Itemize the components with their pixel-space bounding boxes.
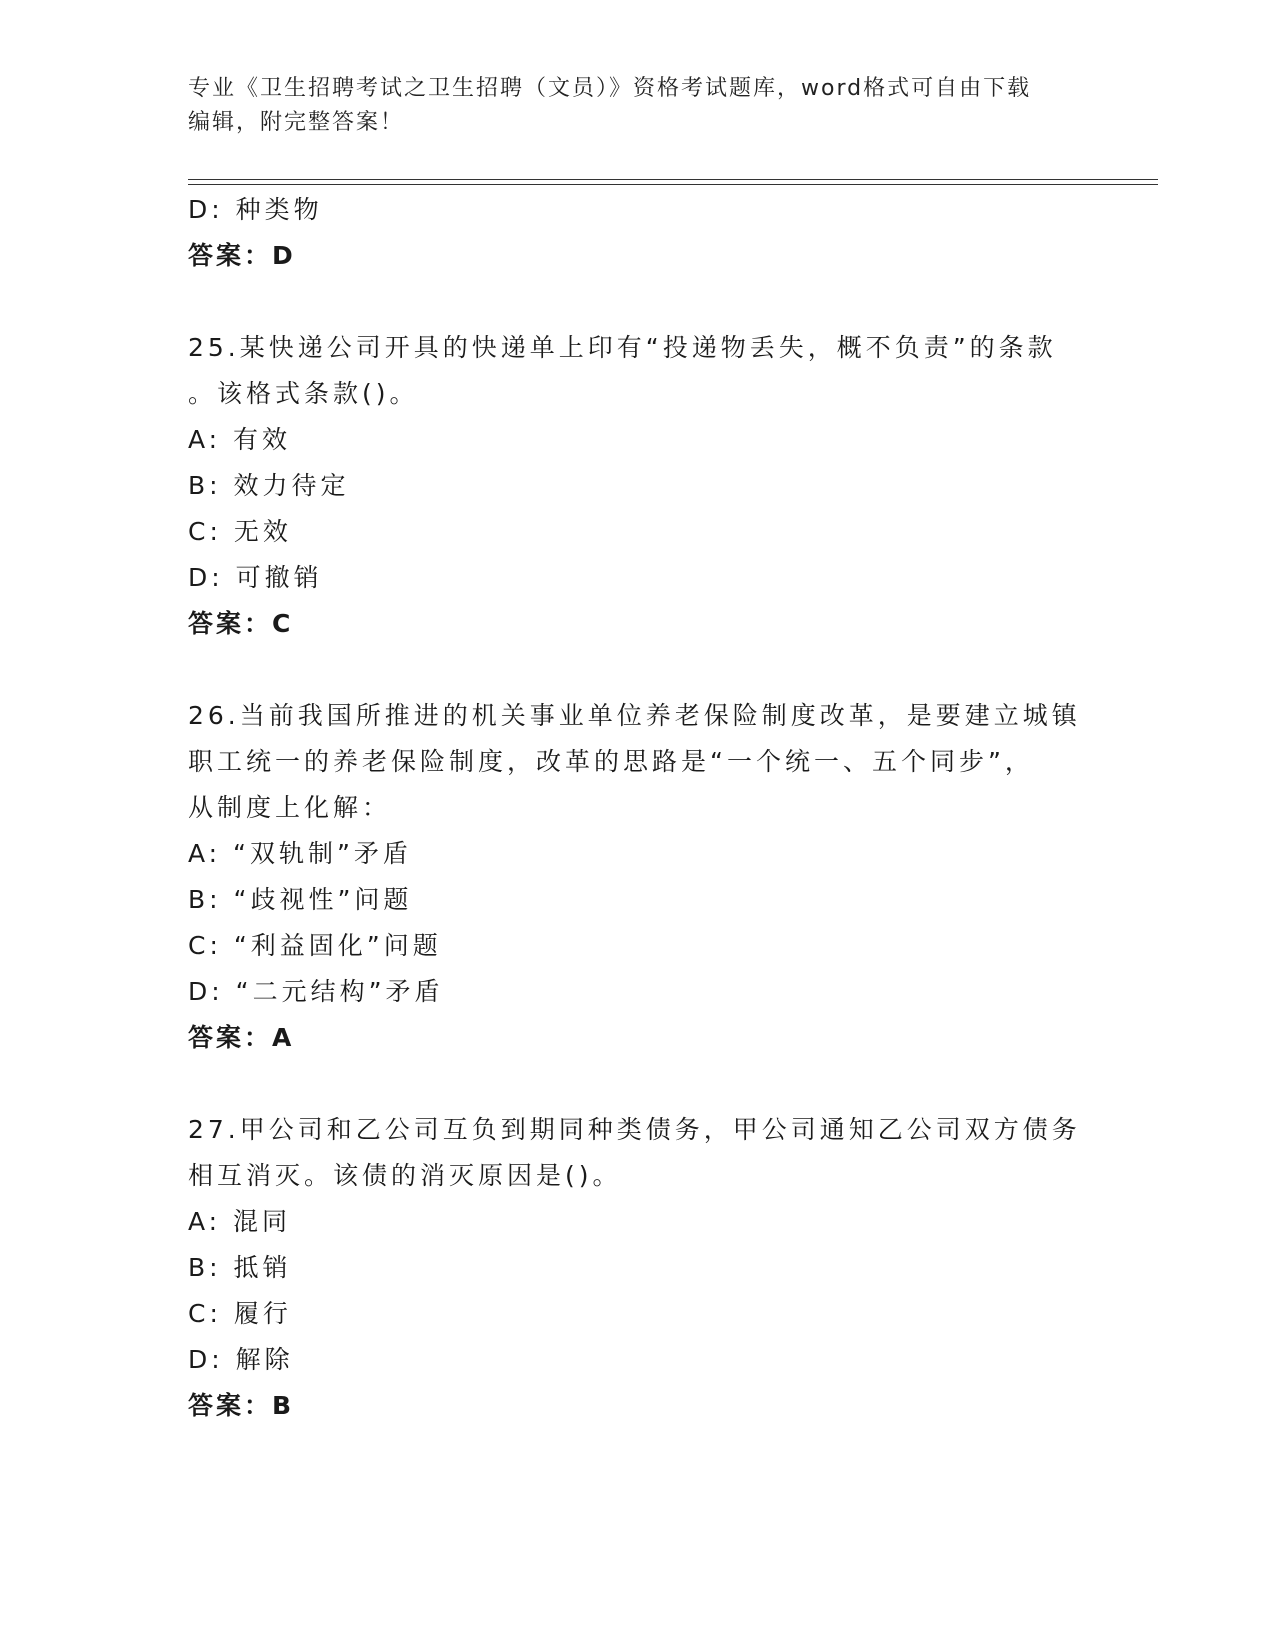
header-divider-top [188, 179, 1158, 180]
option-c: C: 无效 [188, 517, 292, 546]
option-c: C: 履行 [188, 1299, 292, 1328]
option-d: D: 解除 [188, 1345, 294, 1374]
answer-line: 答案：D [188, 241, 296, 270]
option-a: A: “双轨制”矛盾 [188, 839, 412, 868]
document-header [188, 72, 1088, 140]
option-c: C: “利益固化”问题 [188, 931, 442, 960]
option-a: A: 有效 [188, 425, 292, 454]
question-26 [188, 693, 1088, 1061]
question-25 [188, 325, 1088, 647]
option-b: B: “歧视性”问题 [188, 885, 413, 914]
question-stem-line: 27.甲公司和乙公司互负到期同种类债务，甲公司通知乙公司双方债务 [188, 1115, 1081, 1144]
answer-line: 答案：B [188, 1391, 295, 1420]
question-stem-line: 职工统一的养老保险制度，改革的思路是“一个统一、五个同步”， [188, 747, 1034, 776]
question-stem-line: 25.某快递公司开具的快递单上印有“投递物丢失，概不负责”的条款 [188, 333, 1057, 362]
option-d: D: “二元结构”矛盾 [188, 977, 444, 1006]
question-27 [188, 1107, 1088, 1429]
question-stem-line: 从制度上化解： [188, 793, 392, 822]
option-b: B: 抵销 [188, 1253, 292, 1282]
option-d: D: 可撤销 [188, 563, 323, 592]
header-line-1: 专业《卫生招聘考试之卫生招聘（文员）》资格考试题库，word格式可自由下载 [188, 76, 1032, 101]
question-list [188, 187, 1088, 1429]
question-stem-line: 相互消灭。该债的消灭原因是()。 [188, 1161, 622, 1190]
question-stem-line: 26.当前我国所推进的机关事业单位养老保险制度改革，是要建立城镇 [188, 701, 1081, 730]
option-d: D: 种类物 [188, 195, 323, 224]
previous-question-tail [188, 187, 1088, 279]
option-b: B: 效力待定 [188, 471, 350, 500]
header-line-2: 编辑，附完整答案！ [188, 110, 405, 135]
option-a: A: 混同 [188, 1207, 292, 1236]
answer-line: 答案：C [188, 609, 294, 638]
header-divider-bottom [188, 184, 1158, 185]
question-stem-line: 。该格式条款()。 [188, 379, 419, 408]
answer-line: 答案：A [188, 1023, 295, 1052]
